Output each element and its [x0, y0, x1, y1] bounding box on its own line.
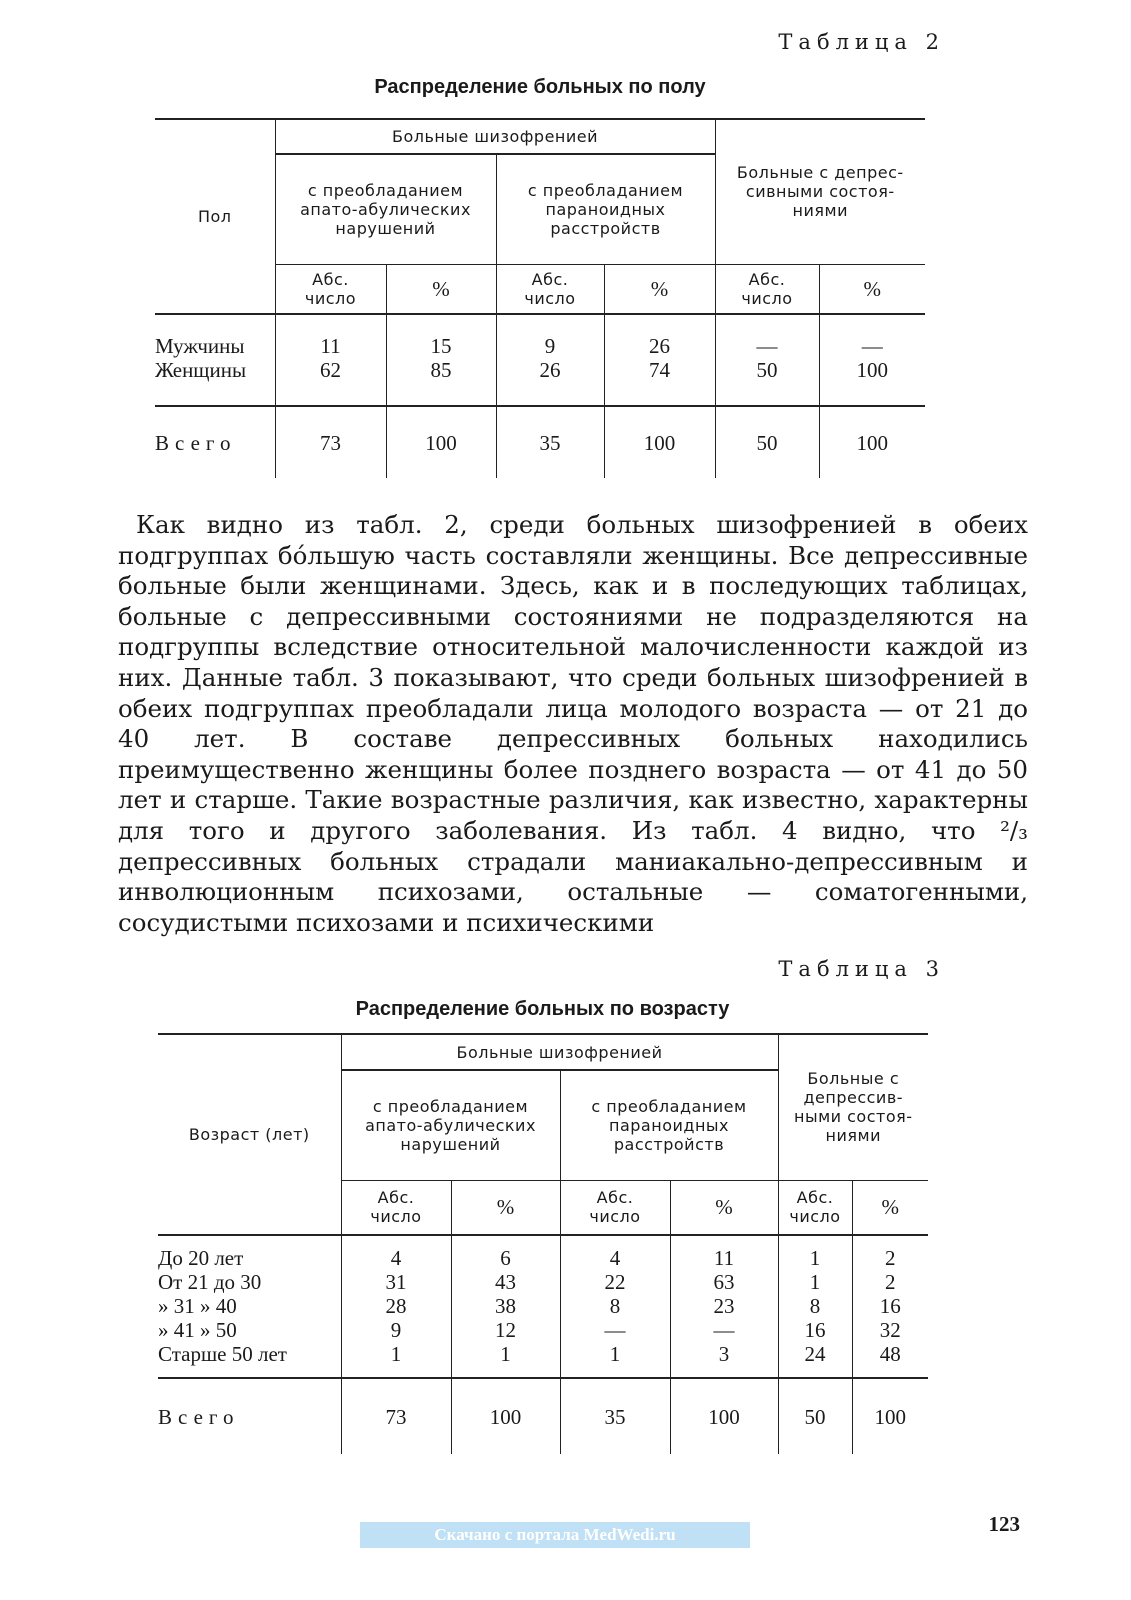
- header-pct: %: [386, 264, 496, 314]
- table-cell: 35: [496, 406, 604, 478]
- table-cell: 100: [670, 1378, 778, 1454]
- table2-label: Таблица 2: [778, 30, 945, 54]
- table3-title: Распределение больных по возрасту: [355, 998, 730, 1020]
- row-label: Мужчины: [155, 334, 245, 358]
- table-cell: 100: [819, 358, 925, 406]
- header-abs: Абс. число: [275, 264, 386, 314]
- table-cell: 9: [341, 1318, 451, 1342]
- table-cell: 100: [604, 406, 715, 478]
- table-cell: 50: [715, 406, 819, 478]
- table-row: [158, 1294, 928, 1318]
- table-cell: 28: [341, 1294, 451, 1318]
- table-cell: 43: [451, 1270, 560, 1294]
- table-cell: 11: [670, 1235, 778, 1270]
- header-pct: %: [819, 264, 925, 314]
- table-cell: —: [560, 1318, 670, 1342]
- table-cell: —: [670, 1318, 778, 1342]
- table-row: [158, 1318, 928, 1342]
- table-cell: 31: [341, 1270, 451, 1294]
- table-cell: —: [715, 314, 819, 358]
- table-cell: 48: [852, 1342, 928, 1378]
- header-depressive-group: Больные с депрес- сивными состоя- ниями: [715, 119, 925, 264]
- row-label: Женщины: [155, 358, 247, 382]
- table-cell: 16: [778, 1318, 852, 1342]
- table-cell: 38: [451, 1294, 560, 1318]
- table-cell: 73: [341, 1378, 451, 1454]
- total-label: Всего: [158, 1404, 240, 1429]
- table-cell: 22: [560, 1270, 670, 1294]
- table-cell: 8: [778, 1294, 852, 1318]
- table-cell: 9: [496, 314, 604, 358]
- table-row: [158, 1235, 928, 1270]
- header-apato-subgroup: с преобладанием апато-абулических нарушений: [341, 1070, 560, 1180]
- table-cell: 74: [604, 358, 715, 406]
- table-cell: 1: [341, 1342, 451, 1378]
- total-label: Всего: [155, 430, 237, 455]
- table-cell: 63: [670, 1270, 778, 1294]
- header-pct: %: [670, 1180, 778, 1235]
- table-cell: 2: [852, 1235, 928, 1270]
- table-cell: 4: [341, 1235, 451, 1270]
- header-schizo-group: Больные шизофренией: [275, 119, 715, 154]
- table-cell: 50: [778, 1378, 852, 1454]
- header-depressive-group: Больные с депрессив- ными состоя- ниями: [778, 1034, 928, 1180]
- table-cell: —: [819, 314, 925, 358]
- download-watermark-banner: Скачано с портала MedWedi.ru: [360, 1522, 750, 1548]
- row-label: От 21 до 30: [158, 1270, 262, 1294]
- header-paranoid-subgroup: с преобладанием параноидных расстройств: [560, 1070, 778, 1180]
- table-total-row: [155, 406, 925, 478]
- table2: [155, 118, 925, 478]
- table-cell: 23: [670, 1294, 778, 1318]
- row-label: До 20 лет: [158, 1246, 244, 1270]
- table-row: [155, 314, 925, 358]
- row-label: » 31 » 40: [158, 1294, 237, 1318]
- table-cell: 1: [778, 1235, 852, 1270]
- header-pct: %: [451, 1180, 560, 1235]
- header-pct: %: [852, 1180, 928, 1235]
- table-cell: 73: [275, 406, 386, 478]
- table-cell: 85: [386, 358, 496, 406]
- table-cell: 8: [560, 1294, 670, 1318]
- table-row: [158, 1270, 928, 1294]
- header-schizo-group: Больные шизофренией: [341, 1034, 778, 1070]
- header-pct: %: [604, 264, 715, 314]
- header-sex: Пол: [197, 207, 232, 226]
- table-cell: 4: [560, 1235, 670, 1270]
- table-cell: 11: [275, 314, 386, 358]
- table-cell: 50: [715, 358, 819, 406]
- row-label: Старше 50 лет: [158, 1342, 287, 1366]
- header-age: Возраст (лет): [188, 1125, 310, 1144]
- table-cell: 100: [852, 1378, 928, 1454]
- table-cell: 62: [275, 358, 386, 406]
- table-row: [155, 358, 925, 406]
- page-number: 123: [988, 1512, 1020, 1536]
- table-cell: 3: [670, 1342, 778, 1378]
- table-cell: 100: [451, 1378, 560, 1454]
- table-cell: 100: [819, 406, 925, 478]
- table-cell: 26: [604, 314, 715, 358]
- header-abs: Абс. число: [560, 1180, 670, 1235]
- table-cell: 6: [451, 1235, 560, 1270]
- table-cell: 2: [852, 1270, 928, 1294]
- table-cell: 1: [451, 1342, 560, 1378]
- table3-label: Таблица 3: [778, 957, 945, 981]
- header-abs: Абс. число: [341, 1180, 451, 1235]
- header-paranoid-subgroup: с преобладанием параноидных расстройств: [496, 154, 715, 264]
- table-total-row: [158, 1378, 928, 1454]
- body-paragraph: Как видно из табл. 2, среди больных шизофренией в обеих подгруппах бо́льшую часть составляли женщины. Все депрессивные больные были женщинами. Здесь, как и в последующих таблицах, больные с депрессивными состояниями не подразделяются на подгруппы вследствие относительной малочисленности каждой из них. Данные табл. 3 показывают, что среди больных шизофренией в обеих подгруппах преобладали лица молодого возраста — от 21 до 40 лет. В составе депрессивных больных находились преимущественно женщины более позднего возраста — от 41 до 50 лет и старше. Такие возрастные различия, как известно, характерны для того и другого заболевания. Из табл. 4 видно, что ²/₃ депрессивных больных страдали маниакально-депрессивным и инволюционным психозами, остальные — соматогенными, сосудистыми психозами и психическими: [118, 510, 1028, 937]
- table-cell: 1: [560, 1342, 670, 1378]
- table-cell: 24: [778, 1342, 852, 1378]
- row-label: » 41 » 50: [158, 1318, 237, 1342]
- table-cell: 16: [852, 1294, 928, 1318]
- table-cell: 12: [451, 1318, 560, 1342]
- header-abs: Абс. число: [778, 1180, 852, 1235]
- header-abs: Абс. число: [715, 264, 819, 314]
- table-cell: 32: [852, 1318, 928, 1342]
- header-abs: Абс. число: [496, 264, 604, 314]
- header-apato-subgroup: с преобладанием апато-абулических нарушений: [275, 154, 496, 264]
- table-cell: 15: [386, 314, 496, 358]
- table2-title: Распределение больных по полу: [374, 76, 706, 98]
- table-cell: 100: [386, 406, 496, 478]
- table-cell: 1: [778, 1270, 852, 1294]
- table-cell: 26: [496, 358, 604, 406]
- table-row: [158, 1342, 928, 1378]
- table3: [158, 1033, 928, 1454]
- table-cell: 35: [560, 1378, 670, 1454]
